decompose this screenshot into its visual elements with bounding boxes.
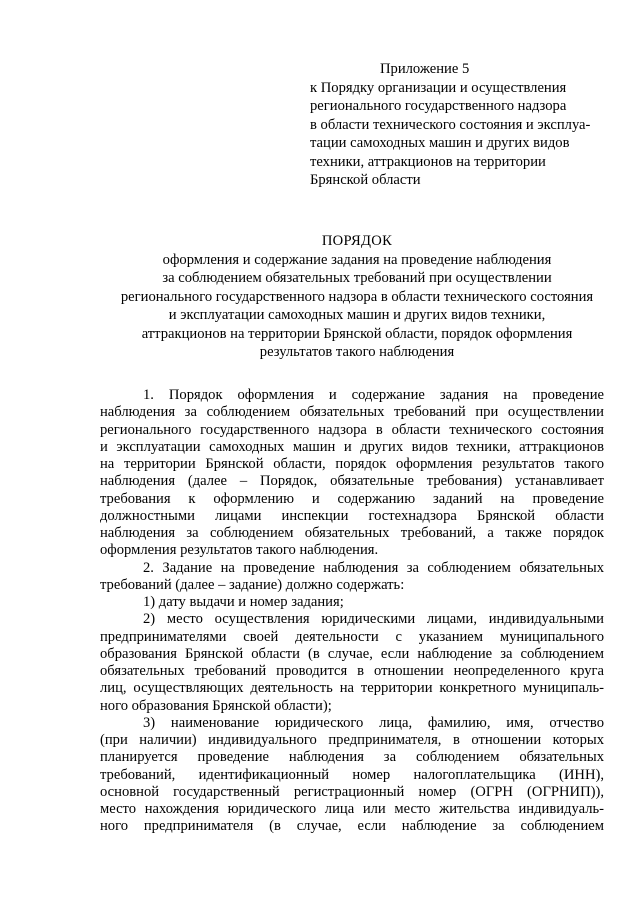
- body-line: 2) место осуществления юридическими лицами, индивидуальными: [143, 611, 604, 628]
- body-line: наблюдения за соблюдением обязательных требований при осуществлении: [100, 404, 604, 421]
- appendix-line: тации самоходных машин и других видов: [310, 135, 570, 151]
- appendix-line: Брянской области: [310, 172, 421, 188]
- body-line: место нахождения юридического лица или место жительства индивидуаль-: [100, 801, 604, 817]
- body-line: 1. Порядок оформления и содержание задания на проведение: [143, 387, 604, 403]
- title-line: и эксплуатации самоходных машин и других видов техники,: [168, 307, 546, 323]
- appendix-line: к Порядку организации и осуществления: [310, 79, 567, 96]
- body-line: ного образования Брянской области);: [100, 697, 332, 714]
- title-line: регионального государственного надзора в области технического состояния: [120, 288, 594, 305]
- title-line: за соблюдением обязательных требований при осуществлении: [162, 270, 552, 286]
- body-line: 2. Задание на проведение наблюдения за соблюдением обязательных: [143, 559, 604, 576]
- body-line: 3) наименование юридического лица, фамилию, имя, отчество: [143, 714, 604, 731]
- body-line: должностными лицами инспекции гостехнадзора Брянской области: [100, 507, 604, 524]
- appendix-line: техники, аттракционов на территории: [310, 153, 546, 170]
- title-heading: ПОРЯДОК: [321, 233, 393, 249]
- appendix-line: в области технического состояния и эксплуа-: [310, 116, 591, 133]
- body-line: 1) дату выдачи и номер задания;: [143, 594, 344, 610]
- appendix-header: [310, 60, 610, 190]
- body-line: наблюдения (далее – Порядок, обязательные требования) устанавливает: [100, 473, 604, 490]
- body-line: наблюдения за соблюдением обязательных требований, а также порядок: [100, 525, 604, 541]
- body-line: (при наличии) индивидуального предпринимателя, в отношении которых: [100, 732, 604, 748]
- body-line: образования Брянской области (в случае, если наблюдение за соблюдением: [100, 645, 604, 662]
- document-body: [100, 387, 604, 836]
- body-line: требований, идентификационный номер налогоплательщика (ИНН),: [100, 766, 604, 783]
- body-line: оформления результатов такого наблюдения.: [100, 542, 379, 559]
- body-line: на территории Брянской области, порядок оформления результатов такого: [100, 456, 604, 472]
- body-line: и эксплуатации самоходных машин и других видов техники, аттракционов: [100, 438, 604, 455]
- body-line: регионального государственного надзора в области технического состояния: [100, 421, 604, 438]
- appendix-line: регионального государственного надзора: [310, 98, 567, 114]
- body-line: основной государственный регистрационный номер (ОГРН (ОГРНИП)),: [100, 783, 604, 800]
- body-line: лиц, осуществляющих деятельность на территории конкретного муниципаль-: [100, 680, 604, 697]
- body-line: ного предпринимателя (в случае, если наблюдение за соблюдением: [100, 818, 604, 835]
- body-line: требования к оформлению и содержанию заданий на проведение: [100, 490, 604, 507]
- body-line: предпринимателями своей деятельности с указанием муниципального: [100, 628, 604, 645]
- title-line: оформления и содержание задания на проведение наблюдения: [162, 251, 552, 268]
- body-line: обязательных требований проводится в отношении неопределенного круга: [100, 663, 604, 679]
- title-line: аттракционов на территории Брянской области, порядок оформления: [141, 325, 573, 342]
- title-line: результатов такого наблюдения: [259, 344, 455, 360]
- appendix-number: Приложение 5: [380, 61, 470, 77]
- document-title: [98, 232, 616, 362]
- body-line: планируется проведение наблюдения за соблюдением обязательных: [100, 749, 604, 766]
- body-line: требований (далее – задание) должно содержать:: [100, 576, 405, 593]
